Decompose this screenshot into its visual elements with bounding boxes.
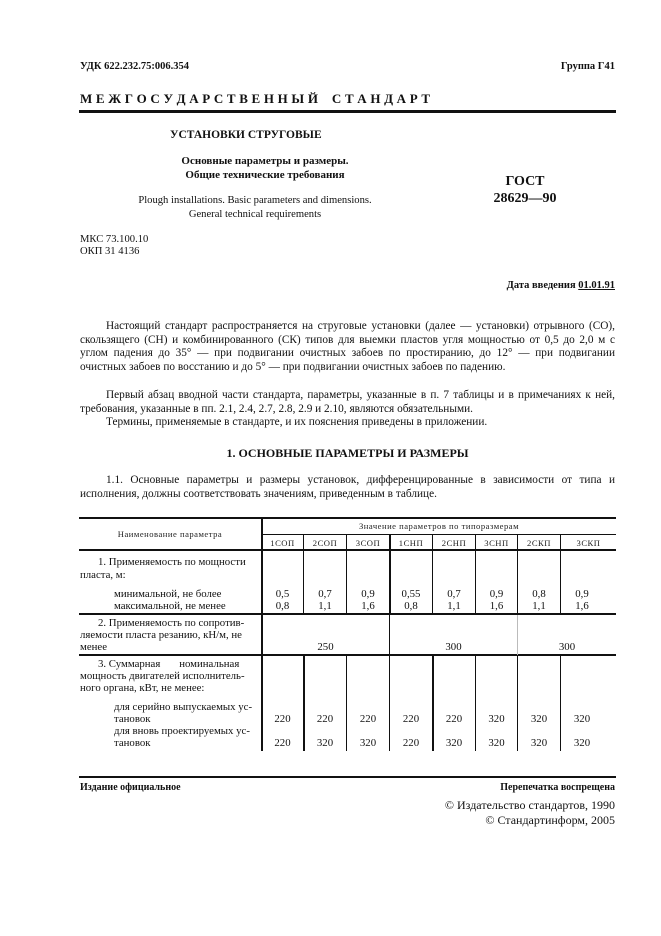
intro-date [507, 280, 615, 291]
row3-sub-new-line2: тановок [114, 737, 151, 749]
serial-2snp: 220 [445, 713, 463, 725]
serial-3snp: 320 [488, 713, 505, 725]
row3-label-line3: ного органа, кВт, не менее: [80, 682, 205, 694]
min-3skp: 0,9 [575, 588, 589, 600]
intro-date-value: 01.01.91 [578, 280, 615, 291]
table-group-rule [261, 534, 616, 535]
serial-3sop: 220 [359, 713, 377, 725]
row3-sub-serial-line1: для серийно выпускаемых ус- [114, 701, 253, 713]
col-header-1sop: 1СОП [270, 538, 295, 548]
udk-code: УДК 622.232.75:006.354 [80, 61, 189, 72]
max-3sop: 1,6 [361, 600, 375, 612]
serial-1sop: 220 [274, 713, 291, 725]
col-header-3skp: 3СКП [576, 538, 601, 548]
row2-label-line2: ляемости пласта резанию, кН/м, не [80, 629, 242, 641]
min-2skp: 0,8 [532, 588, 546, 600]
new-1snp: 220 [402, 737, 420, 749]
row1-label-line1: 1. Применяемость по мощности [98, 556, 246, 568]
serial-2skp: 320 [530, 713, 548, 725]
col-header-2sop: 2СОП [312, 538, 338, 548]
group-code: Группа Г41 [560, 61, 615, 72]
english-title-line-2: General technical requirements [188, 209, 322, 220]
max-2sop: 1,1 [318, 600, 332, 612]
min-1snp: 0,55 [401, 588, 421, 600]
new-2skp: 320 [530, 737, 548, 749]
intro-date-label: Дата введения [506, 280, 576, 291]
row1-sub-max: максимальной, не менее [114, 600, 226, 612]
paragraph-mandatory: Первый абзац вводной части стандарта, параметры, указанные в п. 7 таблицы и в примечаниях к ней, требования, указанные в пп. 2.1, 2.4, 2.7, 2.8, 2.9 и 2.10, являются обязательными. [80, 389, 615, 415]
col-header-3snp: 3СНП [484, 538, 509, 548]
resistance-sk-group: 300 [558, 641, 576, 653]
min-1sop: 0,5 [275, 588, 290, 600]
subtitle-line-2: Общие технические требования [185, 169, 345, 181]
col-header-2snp: 2СНП [441, 538, 467, 548]
table-row1-rule [79, 613, 616, 615]
max-3skp: 1,6 [575, 600, 589, 612]
clause-1-1: 1.1. Основные параметры и размеры установок, дифференцированные в зависимости от типа и исполнения, должны соответствовать значениям, приведенным в таблице. [80, 474, 615, 500]
col-header-1snp: 1СНП [398, 538, 424, 548]
values-group-header: Значение параметров по типоразмерам [358, 521, 520, 531]
reprint-prohibited: Перепечатка воспрещена [500, 782, 615, 793]
row3-label-line2: мощность двигателей исполнитель- [80, 670, 245, 682]
new-2snp: 320 [445, 737, 463, 749]
param-name-header: Наименование параметра [117, 529, 223, 539]
resistance-sn-group: 300 [445, 641, 462, 653]
gost-label: ГОСТ [505, 174, 545, 189]
new-3sop: 320 [359, 737, 377, 749]
row1-sub-min: минимальной, не более [114, 588, 222, 600]
min-2snp: 0,7 [447, 588, 461, 600]
new-1sop: 220 [274, 737, 291, 749]
official-edition: Издание официальное [80, 782, 181, 793]
table-header-rule [79, 549, 616, 551]
max-1snp: 0,8 [404, 600, 418, 612]
max-2skp: 1,1 [532, 600, 546, 612]
max-1sop: 0,8 [275, 600, 290, 612]
serial-1snp: 220 [402, 713, 420, 725]
col-header-2skp: 2СКП [527, 538, 551, 548]
paragraph-terms: Термины, применяемые в стандарте, и их пояснения приведены в приложении. [106, 416, 488, 428]
row2-label-line1: 2. Применяемость по сопротив- [98, 617, 245, 629]
max-3snp: 1,6 [489, 600, 504, 612]
subtitle-line-1: Основные параметры и размеры. [181, 155, 349, 167]
gost-number: 28629—90 [493, 191, 557, 206]
serial-2sop: 220 [316, 713, 334, 725]
row3-sub-new-line1: для вновь проектируемых ус- [114, 725, 250, 737]
copyright-1990: © Издательство стандартов, 1990 [444, 798, 615, 812]
new-3snp: 320 [488, 737, 505, 749]
table-top-rule [79, 517, 616, 519]
max-2snp: 1,1 [447, 600, 461, 612]
row1-label-line2: пласта, м: [80, 569, 126, 581]
row2-label-line3: менее [80, 641, 107, 653]
section-heading: 1. ОСНОВНЫЕ ПАРАМЕТРЫ И РАЗМЕРЫ [226, 446, 469, 460]
min-3snp: 0,9 [489, 588, 504, 600]
banner-rule [79, 110, 616, 113]
okp-code: ОКП 31 4136 [80, 246, 140, 257]
table-row2-rule [79, 654, 616, 656]
serial-3skp: 320 [573, 713, 591, 725]
new-2sop: 320 [316, 737, 334, 749]
min-3sop: 0,9 [361, 588, 375, 600]
paragraph-scope: Настоящий стандарт распространяется на струговые установки (далее — установки) отрывного (СО), скользящего (СН) и комбинированного (СК) типов для выемки пластов угля мощностью от 0,5 до 2,0 м с углом падения до 35° — при подвигании очистных забоев по простиранию, до 12° — при подвигании очистных забоев по восстанию и до 5° — при подвигании очистных забоев по падению. [80, 320, 615, 373]
min-2sop: 0,7 [318, 588, 332, 600]
document-title: УСТАНОВКИ СТРУГОВЫЕ [170, 129, 322, 141]
resistance-so-group: 250 [317, 641, 334, 653]
row3-sub-serial-line2: тановок [114, 713, 151, 725]
interstate-standard-banner: М Е Ж Г О С У Д А Р С Т В Е Н Н Ы Й С Т А Н Д А Р Т [80, 91, 431, 106]
footer-rule [79, 776, 616, 778]
col-header-3sop: 3СОП [355, 538, 381, 548]
new-3skp: 320 [573, 737, 591, 749]
english-title-line-1: Plough installations. Basic parameters and dimensions. [138, 195, 372, 206]
mks-code: МКС 73.100.10 [80, 234, 149, 245]
copyright-2005: © Стандартинформ, 2005 [485, 813, 615, 827]
row3-label-line1: 3. Суммарная номинальная [98, 658, 240, 670]
